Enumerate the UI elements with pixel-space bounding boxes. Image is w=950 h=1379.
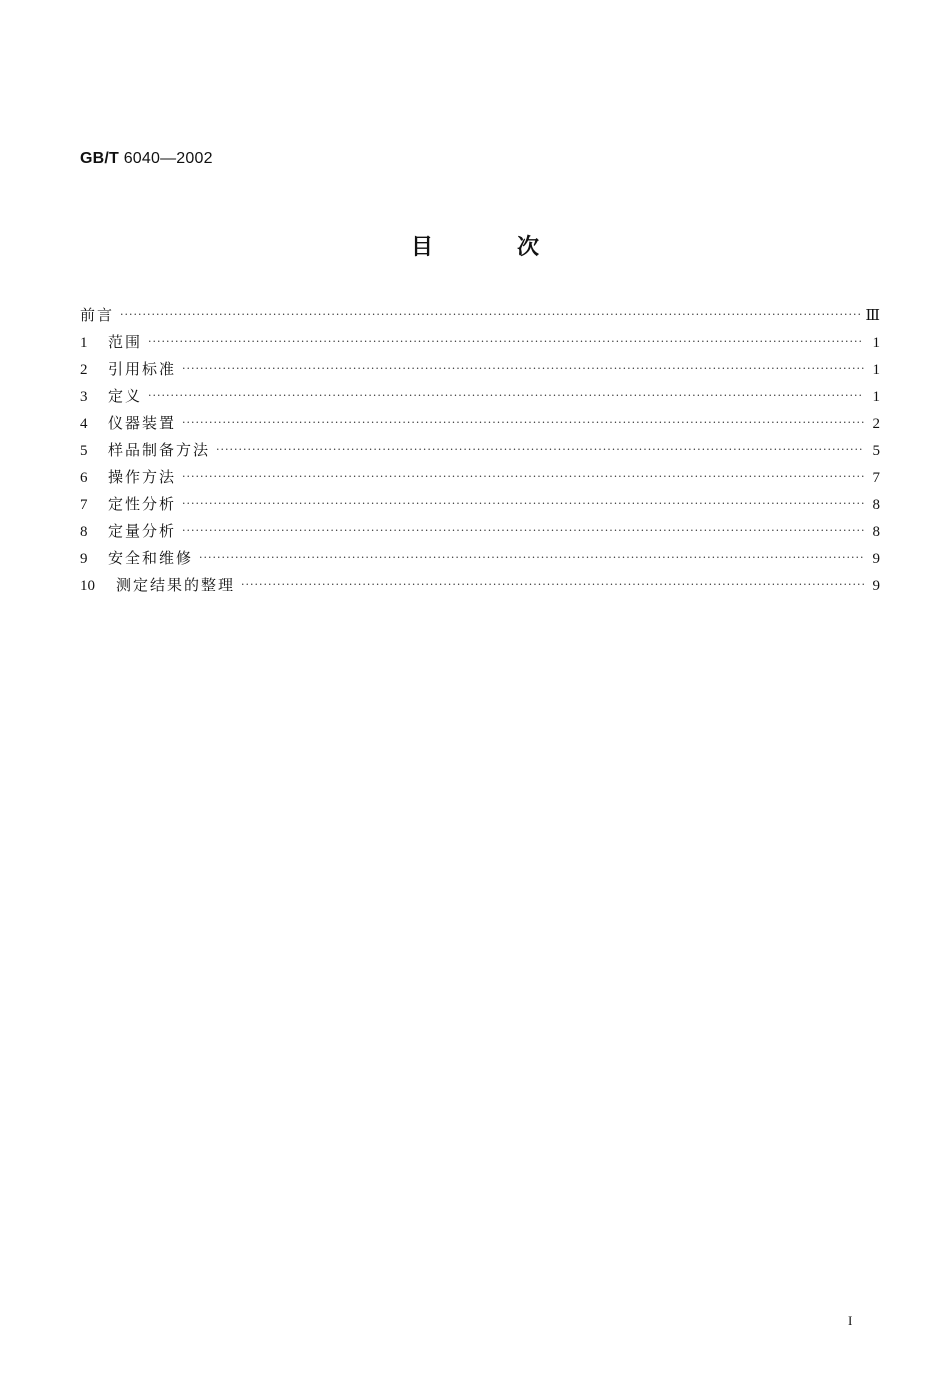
toc-entry-2[interactable]: [80, 356, 880, 383]
toc-entry-number: 4: [80, 416, 88, 432]
toc-entry-page: Ⅲ: [865, 308, 880, 324]
toc-entry-text: 安全和维修: [108, 549, 194, 567]
toc-entry-3[interactable]: [80, 383, 880, 410]
toc-entry-page: 2: [872, 416, 880, 432]
toc-entry-6[interactable]: [80, 464, 880, 491]
toc-entry-page: 9: [872, 578, 880, 594]
toc-entry-page: 5: [872, 443, 880, 459]
toc-entry-4[interactable]: [80, 410, 880, 437]
toc-entry-text: 测定结果的整理: [116, 576, 236, 594]
toc-entry-page: 9: [872, 551, 880, 567]
toc-entry-8[interactable]: [80, 518, 880, 545]
toc-entry-text: 定性分析: [108, 495, 177, 513]
toc-entry-text: 仪器装置: [108, 414, 177, 432]
toc-leader-dots: [148, 328, 864, 355]
toc-leader-dots: [216, 436, 864, 463]
toc-leader-dots: [182, 490, 864, 517]
toc-title-char-2: 次: [517, 235, 540, 260]
toc-entry-text: 操作方法: [108, 468, 177, 486]
toc-title: [0, 230, 950, 261]
toc-entry-text: 定量分析: [108, 522, 177, 540]
toc-entry-number: 2: [80, 362, 88, 378]
table-of-contents: [80, 302, 880, 599]
toc-entry-number: 10: [80, 578, 95, 594]
toc-entry-page: 1: [872, 362, 880, 378]
toc-leader-dots: [241, 571, 864, 598]
toc-title-char-1: 目: [410, 235, 433, 260]
toc-entry-number: 9: [80, 551, 88, 567]
toc-entry-number: 8: [80, 524, 88, 540]
toc-leader-dots: [148, 382, 864, 409]
page-number: I: [848, 1313, 853, 1328]
toc-entry-foreword[interactable]: [80, 302, 880, 329]
toc-leader-dots: [120, 301, 860, 328]
standard-number: 6040—2002: [123, 150, 213, 167]
toc-entry-7[interactable]: [80, 491, 880, 518]
toc-entry-10[interactable]: [80, 572, 880, 599]
toc-leader-dots: [182, 355, 864, 382]
toc-entry-text: 样品制备方法: [108, 441, 211, 459]
toc-entry-number: 7: [80, 497, 88, 513]
toc-entry-number: 3: [80, 389, 88, 405]
toc-entry-page: 7: [872, 470, 880, 486]
toc-leader-dots: [182, 409, 864, 436]
toc-entry-number: 5: [80, 443, 88, 459]
toc-leader-dots: [199, 544, 864, 571]
toc-entry-number: 6: [80, 470, 88, 486]
toc-entry-5[interactable]: [80, 437, 880, 464]
toc-entry-text: 引用标准: [108, 360, 177, 378]
toc-entry-text: 定义: [108, 387, 143, 405]
toc-entry-page: 1: [872, 389, 880, 405]
toc-entry-page: 8: [872, 497, 880, 513]
toc-leader-dots: [182, 463, 864, 490]
toc-entry-number: 1: [80, 335, 88, 351]
toc-entry-9[interactable]: [80, 545, 880, 572]
toc-leader-dots: [182, 517, 864, 544]
toc-entry-1[interactable]: [80, 329, 880, 356]
toc-entry-page: 8: [872, 524, 880, 540]
standard-code: [80, 150, 213, 168]
toc-entry-text: 前言: [80, 306, 115, 324]
toc-entry-page: 1: [872, 335, 880, 351]
toc-entry-text: 范围: [108, 333, 143, 351]
standard-prefix: GB/T: [80, 150, 120, 167]
